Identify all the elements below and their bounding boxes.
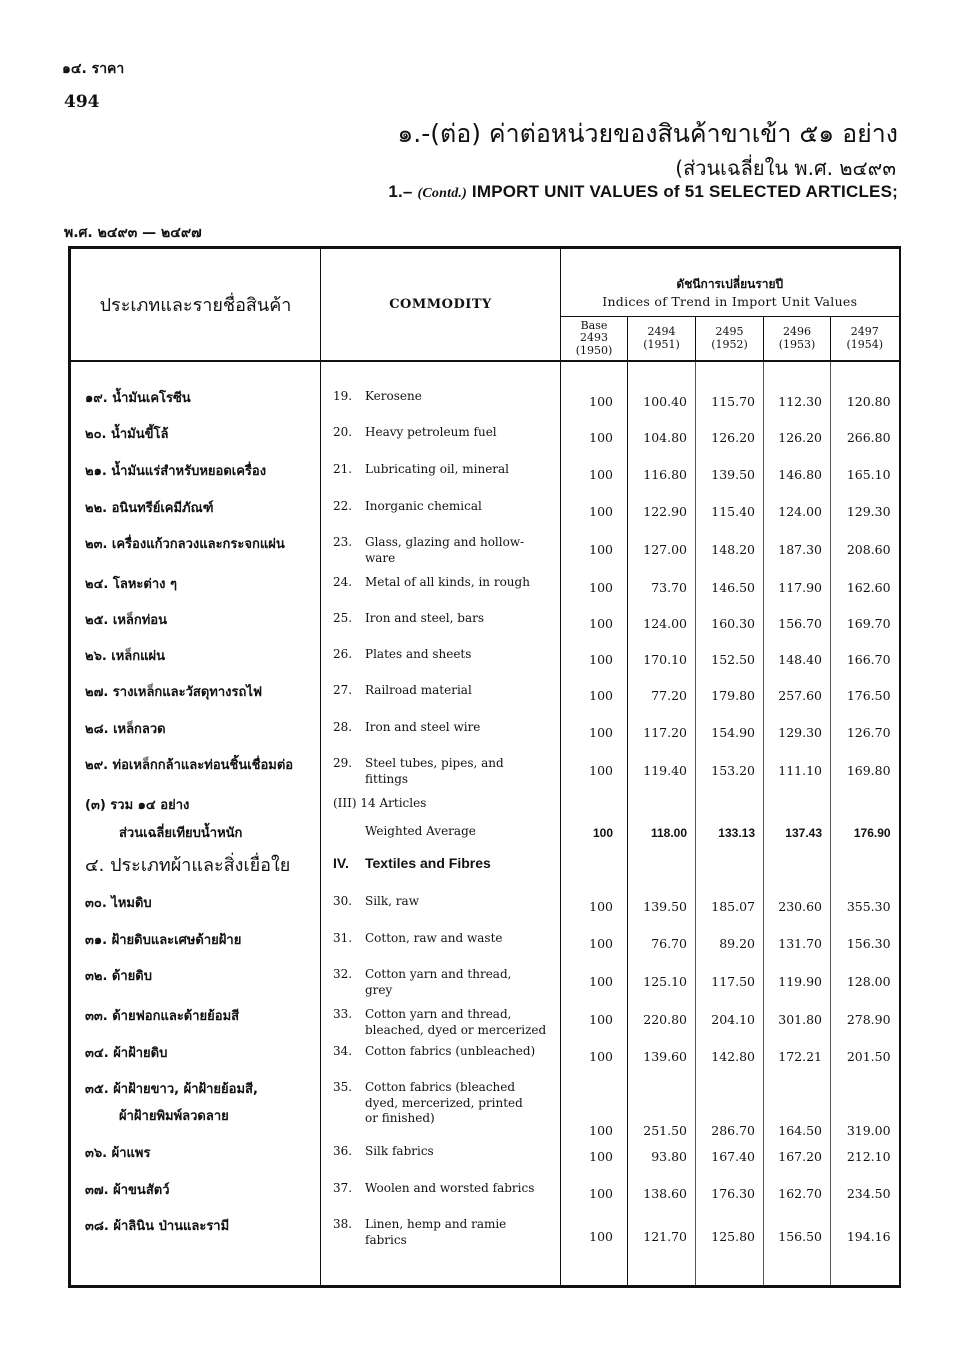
commodity-name: Heavy petroleum fuel — [365, 425, 497, 439]
index-value-cell: 176.50 — [831, 677, 900, 714]
index-value-cell: 117.90 — [764, 569, 831, 605]
spacer-cell — [321, 361, 561, 383]
section-title-thai: ๔. ประเภทผ้าและสิ่งเยื่อใย — [70, 848, 321, 888]
index-value-cell: 164.50 — [764, 1074, 831, 1138]
index-value-cell: 169.80 — [831, 750, 900, 790]
table-row — [70, 677, 900, 714]
base-value-cell: 100 — [561, 641, 628, 677]
table-row — [70, 714, 900, 750]
index-value-cell: 121.70 — [628, 1211, 696, 1261]
subtotal-commodity-cell — [321, 818, 561, 848]
import-unit-values-table — [68, 246, 901, 1288]
table-row — [70, 1138, 900, 1175]
commodity-cell — [321, 1211, 561, 1261]
thai-commodity-cell: ๑๙. น้ำมันเคโรซีน — [70, 383, 321, 419]
spacer-cell — [764, 790, 831, 818]
commodity-cell — [321, 888, 561, 925]
spacer-cell — [764, 361, 831, 383]
index-value-cell: 100.40 — [628, 383, 696, 419]
commodity-cell — [321, 529, 561, 569]
index-value-cell: 185.07 — [696, 888, 764, 925]
index-value-cell: 128.00 — [831, 961, 900, 1001]
section-header-row — [70, 848, 900, 888]
index-value-cell: 204.10 — [696, 1001, 764, 1038]
commodity-number: 20. — [333, 425, 353, 439]
base-value-cell: 100 — [561, 493, 628, 529]
year-header-base: Base — [580, 318, 608, 332]
year-header-ad: (1953) — [778, 337, 816, 351]
commodity-number: 33. — [333, 1007, 353, 1021]
index-value-cell: 129.30 — [764, 714, 831, 750]
commodity-name-cont: dyed, mercerized, printed — [365, 1095, 523, 1110]
index-value-cell: 93.80 — [628, 1138, 696, 1175]
index-value-cell: 208.60 — [831, 529, 900, 569]
thai-commodity-cell: ๓๑. ฝ้ายดิบและเศษด้ายฝ้าย — [70, 925, 321, 961]
section-name: Textiles and Fibres — [365, 855, 491, 871]
index-value-cell: 257.60 — [764, 677, 831, 714]
year-header-be: 2494 — [647, 324, 676, 338]
title-contd: (Contd.) — [417, 186, 467, 201]
index-value-cell: 139.50 — [696, 456, 764, 493]
thai-commodity-cell: ๓๓. ด้ายฟอกและด้ายย้อมสี — [70, 1001, 321, 1038]
spacer-cell — [628, 361, 696, 383]
table-row — [70, 750, 900, 790]
index-value-cell: 122.90 — [628, 493, 696, 529]
index-value-cell: 201.50 — [831, 1038, 900, 1074]
title-main: IMPORT UNIT VALUES of 51 SELECTED ARTICLES; — [471, 182, 898, 201]
index-value-cell: 118.00 — [628, 818, 696, 848]
base-value-cell: 100 — [561, 383, 628, 419]
thai-commodity-cell — [70, 1074, 321, 1138]
section-title-english — [321, 848, 561, 888]
index-value-cell: 154.90 — [696, 714, 764, 750]
index-value-cell: 355.30 — [831, 888, 900, 925]
index-value-cell: 125.80 — [696, 1211, 764, 1261]
commodity-number: 31. — [333, 931, 353, 945]
commodity-name: Silk, raw — [365, 894, 419, 908]
table-row — [70, 456, 900, 493]
table-row — [70, 1038, 900, 1074]
year-header-ad: (1951) — [643, 337, 680, 351]
table-row — [70, 605, 900, 641]
base-value-cell: 100 — [561, 1211, 628, 1261]
base-value-cell: 100 — [561, 961, 628, 1001]
commodity-name: Steel tubes, pipes, and — [365, 756, 504, 770]
spacer-cell — [764, 848, 831, 888]
commodity-cell — [321, 750, 561, 790]
index-value-cell: 148.20 — [696, 529, 764, 569]
commodity-cell — [321, 419, 561, 456]
spacer-cell — [831, 848, 900, 888]
index-value-cell: 156.30 — [831, 925, 900, 961]
index-value-cell: 104.80 — [628, 419, 696, 456]
index-value-cell: 220.80 — [628, 1001, 696, 1038]
commodity-name-cont: ware — [365, 550, 396, 565]
commodity-name: Lubricating oil, mineral — [365, 462, 510, 476]
spacer-cell — [831, 790, 900, 818]
thai-commodity-line: ๓๕. ผ้าฝ้ายขาว, ผ้าฝ้ายย้อมสี, — [85, 1082, 258, 1098]
thai-commodity-cell: ๒๗. รางเหล็กและวัสดุทางรถไฟ — [70, 677, 321, 714]
base-value-cell: 100 — [561, 677, 628, 714]
commodity-number: 22. — [333, 499, 353, 513]
commodity-name: Iron and steel wire — [365, 720, 481, 734]
table-row — [70, 383, 900, 419]
thai-commodity-cell: ๒๐. น้ำมันขี้โล้ — [70, 419, 321, 456]
index-value-cell: 153.20 — [696, 750, 764, 790]
commodity-name: Iron and steel, bars — [365, 611, 485, 625]
base-value-cell: 100 — [561, 1074, 628, 1138]
index-value-cell: 89.20 — [696, 925, 764, 961]
commodity-name-cont: fittings — [365, 771, 409, 786]
commodity-name: Kerosene — [365, 389, 422, 403]
commodity-cell — [321, 1175, 561, 1211]
year-header — [831, 317, 900, 362]
index-value-cell: 119.90 — [764, 961, 831, 1001]
spacer-cell — [561, 1261, 628, 1287]
year-header — [696, 317, 764, 362]
year-header-ad: (1952) — [711, 337, 748, 351]
index-value-cell: 126.20 — [696, 419, 764, 456]
subtotal-thai-label: ส่วนเฉลี่ยเทียบน้ำหนัก — [70, 818, 321, 848]
index-value-cell: 119.40 — [628, 750, 696, 790]
index-value-cell: 137.43 — [764, 818, 831, 848]
spacer-row — [70, 1261, 900, 1287]
index-value-cell: 73.70 — [628, 569, 696, 605]
commodity-name: Cotton yarn and thread, — [365, 967, 512, 981]
commodity-cell — [321, 641, 561, 677]
index-value-cell: 138.60 — [628, 1175, 696, 1211]
page-title-english — [388, 182, 898, 202]
commodity-name: Plates and sheets — [365, 647, 472, 661]
subtotal-name: Weighted Average — [365, 824, 476, 838]
page-subtitle-thai: (ส่วนเฉลี่ยใน พ.ศ. ๒๔๙๓ — [675, 156, 896, 180]
index-value-cell: 139.60 — [628, 1038, 696, 1074]
index-value-cell: 251.50 — [628, 1074, 696, 1138]
commodity-name-cont: fabrics — [365, 1232, 407, 1247]
thai-commodity-cell: ๒๔. โลหะต่าง ๆ — [70, 569, 321, 605]
year-header-be: 2497 — [850, 324, 879, 338]
index-value-cell: 169.70 — [831, 605, 900, 641]
spacer-cell — [321, 1261, 561, 1287]
commodity-number: 24. — [333, 575, 353, 589]
table-row — [70, 961, 900, 1001]
commodity-name: Cotton, raw and waste — [365, 931, 503, 945]
spacer-cell — [628, 790, 696, 818]
commodity-cell — [321, 383, 561, 419]
spacer-cell — [764, 1261, 831, 1287]
base-value-cell: 100 — [561, 714, 628, 750]
index-value-cell: 129.30 — [831, 493, 900, 529]
table-row — [70, 1175, 900, 1211]
commodity-name-cont: grey — [365, 982, 393, 997]
thai-commodity-cell: ๒๙. ท่อเหล็กกล้าและท่อนชิ้นเชื่อมต่อ — [70, 750, 321, 790]
spacer-cell — [696, 1261, 764, 1287]
base-value-cell: 100 — [561, 888, 628, 925]
base-value-cell: 100 — [561, 1038, 628, 1074]
commodity-number: 23. — [333, 535, 353, 549]
index-value-cell: 125.10 — [628, 961, 696, 1001]
spacer-cell — [561, 361, 628, 383]
table-row — [70, 493, 900, 529]
spacer-cell — [561, 848, 628, 888]
commodity-name: Glass, glazing and hollow- — [365, 535, 525, 549]
commodity-cell — [321, 456, 561, 493]
index-value-cell: 112.30 — [764, 383, 831, 419]
base-value-cell: 100 — [561, 456, 628, 493]
commodity-name: Railroad material — [365, 683, 472, 697]
thai-commodity-cell: ๓๖. ผ้าแพร — [70, 1138, 321, 1175]
spacer-row — [70, 361, 900, 383]
base-value-cell: 100 — [561, 925, 628, 961]
subtotal-row — [70, 818, 900, 848]
year-header — [764, 317, 831, 362]
spacer-cell — [696, 848, 764, 888]
table-row — [70, 569, 900, 605]
page-number: 494 — [64, 92, 100, 112]
thai-commodity-cell: ๒๓. เครื่องแก้วกลวงและกระจกแผ่น — [70, 529, 321, 569]
index-value-cell: 115.70 — [696, 383, 764, 419]
commodity-cell — [321, 569, 561, 605]
base-value-cell: 100 — [561, 605, 628, 641]
commodity-cell — [321, 1074, 561, 1138]
table-row — [70, 1001, 900, 1038]
index-value-cell: 124.00 — [628, 605, 696, 641]
commodity-cell — [321, 1038, 561, 1074]
index-value-cell: 179.80 — [696, 677, 764, 714]
index-value-cell: 146.80 — [764, 456, 831, 493]
column-header-commodity: COMMODITY — [321, 248, 561, 362]
base-value-cell: 100 — [561, 419, 628, 456]
commodity-number: 26. — [333, 647, 353, 661]
commodity-name: Silk fabrics — [365, 1144, 434, 1159]
index-value-cell: 162.70 — [764, 1175, 831, 1211]
commodity-number: 21. — [333, 462, 353, 476]
commodity-name: Metal of all kinds, in rough — [365, 575, 530, 589]
commodity-cell — [321, 961, 561, 1001]
index-value-cell: 170.10 — [628, 641, 696, 677]
subtotal-label-row — [70, 790, 900, 818]
commodity-number: 32. — [333, 967, 353, 981]
thai-commodity-cell: ๒๒. อนินทรีย์เคมีภัณฑ์ — [70, 493, 321, 529]
index-value-cell: 234.50 — [831, 1175, 900, 1211]
subtotal-thai-label: (๓) รวม ๑๔ อย่าง — [70, 790, 321, 818]
commodity-cell — [321, 1138, 561, 1175]
index-value-cell: 124.00 — [764, 493, 831, 529]
index-value-cell: 194.16 — [831, 1211, 900, 1261]
spacer-cell — [831, 1261, 900, 1287]
index-value-cell: 167.40 — [696, 1138, 764, 1175]
base-value-cell: 100 — [561, 1138, 628, 1175]
commodity-number: 25. — [333, 611, 353, 625]
year-header-ad: (1954) — [846, 337, 884, 351]
indices-group-header — [561, 248, 900, 317]
thai-commodity-cell: ๓๐. ไหมดิบ — [70, 888, 321, 925]
commodity-number: 37. — [333, 1181, 353, 1196]
column-header-thai: ประเภทและรายชื่อสินค้า — [70, 248, 321, 362]
commodity-number: 38. — [333, 1217, 353, 1232]
commodity-name: Woolen and worsted fabrics — [365, 1181, 535, 1196]
thai-commodity-cell: ๓๘. ผ้าลินิน ป่านและรามี — [70, 1211, 321, 1261]
spacer-cell — [70, 361, 321, 383]
commodity-cell — [321, 493, 561, 529]
thai-commodity-cell: ๒๖. เหล็กแผ่น — [70, 641, 321, 677]
thai-commodity-cell: ๒๘. เหล็กลวด — [70, 714, 321, 750]
index-value-cell: 162.60 — [831, 569, 900, 605]
period-label: พ.ศ. ๒๔๙๓ — ๒๔๙๗ — [64, 225, 202, 241]
index-value-cell: 111.10 — [764, 750, 831, 790]
year-header-be: 2495 — [715, 324, 744, 338]
thai-commodity-cell: ๓๗. ผ้าขนสัตว์ — [70, 1175, 321, 1211]
index-value-cell: 126.20 — [764, 419, 831, 456]
thai-commodity-line: ผ้าฝ้ายพิมพ์ลวดลาย — [119, 1109, 229, 1125]
base-value-cell: 100 — [561, 529, 628, 569]
commodity-cell — [321, 677, 561, 714]
spacer-cell — [696, 790, 764, 818]
table-row — [70, 1211, 900, 1261]
table-row — [70, 1074, 900, 1138]
index-value-cell: 165.10 — [831, 456, 900, 493]
index-value-cell: 156.50 — [764, 1211, 831, 1261]
base-value-cell: 100 — [561, 818, 628, 848]
year-header — [628, 317, 696, 362]
index-value-cell: 148.40 — [764, 641, 831, 677]
thai-commodity-cell: ๓๔. ผ้าฝ้ายดิบ — [70, 1038, 321, 1074]
commodity-number: 35. — [333, 1080, 353, 1095]
index-value-cell: 266.80 — [831, 419, 900, 456]
commodity-name: Cotton fabrics (bleached — [365, 1080, 516, 1095]
commodity-name-cont: bleached, dyed or mercerized — [365, 1022, 547, 1037]
commodity-name: Cotton yarn and thread, — [365, 1007, 512, 1021]
commodity-number: 29. — [333, 756, 353, 770]
index-value-cell: 176.30 — [696, 1175, 764, 1211]
index-value-cell: 156.70 — [764, 605, 831, 641]
base-value-cell: 100 — [561, 569, 628, 605]
indices-header-thai: ดัชนีการเปลี่ยนรายปี — [676, 277, 784, 292]
index-value-cell: 116.80 — [628, 456, 696, 493]
page-title-thai: ๑.-(ต่อ) ค่าต่อหน่วยของสินค้าขาเข้า ๕๑ อย่าง — [397, 119, 898, 148]
commodity-name: Cotton fabrics (unbleached) — [365, 1044, 536, 1059]
index-value-cell: 301.80 — [764, 1001, 831, 1038]
year-header — [561, 317, 628, 362]
commodity-cell — [321, 1001, 561, 1038]
thai-commodity-cell: ๒๕. เหล็กท่อน — [70, 605, 321, 641]
spacer-cell — [696, 361, 764, 383]
commodity-cell — [321, 605, 561, 641]
spacer-cell — [628, 1261, 696, 1287]
table-row — [70, 888, 900, 925]
index-value-cell: 126.70 — [831, 714, 900, 750]
section-number: IV. — [333, 855, 349, 871]
base-value-cell: 100 — [561, 750, 628, 790]
section-tag: ๑๔. ราคา — [62, 61, 125, 77]
index-value-cell: 212.10 — [831, 1138, 900, 1175]
base-value-cell: 100 — [561, 1175, 628, 1211]
index-value-cell: 152.50 — [696, 641, 764, 677]
subtotal-commodity-cell: (III) 14 Articles — [321, 790, 561, 818]
index-value-cell: 176.90 — [831, 818, 900, 848]
title-prefix: 1.– — [388, 182, 413, 201]
table-row — [70, 925, 900, 961]
thai-commodity-cell: ๒๑. น้ำมันแร่สำหรับหยอดเครื่อง — [70, 456, 321, 493]
table-row — [70, 529, 900, 569]
commodity-name: Inorganic chemical — [365, 499, 482, 513]
commodity-name: Linen, hemp and ramie — [365, 1217, 507, 1232]
index-value-cell: 172.21 — [764, 1038, 831, 1074]
index-value-cell: 187.30 — [764, 529, 831, 569]
index-value-cell: 167.20 — [764, 1138, 831, 1175]
index-value-cell: 133.13 — [696, 818, 764, 848]
commodity-cell — [321, 925, 561, 961]
commodity-name-cont: or finished) — [365, 1111, 435, 1126]
commodity-number: 30. — [333, 894, 353, 908]
index-value-cell: 76.70 — [628, 925, 696, 961]
index-value-cell: 166.70 — [831, 641, 900, 677]
index-value-cell: 120.80 — [831, 383, 900, 419]
year-header-be: 2493 — [580, 331, 608, 345]
index-value-cell: 286.70 — [696, 1074, 764, 1138]
index-value-cell: 127.00 — [628, 529, 696, 569]
spacer-cell — [831, 361, 900, 383]
index-value-cell: 160.30 — [696, 605, 764, 641]
index-value-cell: 230.60 — [764, 888, 831, 925]
commodity-number: 19. — [333, 389, 353, 403]
index-value-cell: 146.50 — [696, 569, 764, 605]
year-header-ad: (1950) — [575, 343, 613, 357]
commodity-number: 36. — [333, 1144, 353, 1159]
index-value-cell: 115.40 — [696, 493, 764, 529]
index-value-cell: 278.90 — [831, 1001, 900, 1038]
index-value-cell: 142.80 — [696, 1038, 764, 1074]
commodity-number: 34. — [333, 1044, 353, 1059]
commodity-cell — [321, 714, 561, 750]
index-value-cell: 319.00 — [831, 1074, 900, 1138]
index-value-cell: 77.20 — [628, 677, 696, 714]
year-header-be: 2496 — [783, 324, 811, 338]
commodity-number: 28. — [333, 720, 353, 734]
table-row — [70, 641, 900, 677]
index-value-cell: 117.20 — [628, 714, 696, 750]
table-row — [70, 419, 900, 456]
index-value-cell: 139.50 — [628, 888, 696, 925]
spacer-cell — [70, 1261, 321, 1287]
index-value-cell: 117.50 — [696, 961, 764, 1001]
spacer-cell — [628, 848, 696, 888]
base-value-cell: 100 — [561, 1001, 628, 1038]
indices-header-english: Indices of Trend in Import Unit Values — [602, 294, 858, 310]
spacer-cell — [561, 790, 628, 818]
index-value-cell: 131.70 — [764, 925, 831, 961]
commodity-number: 27. — [333, 683, 353, 697]
thai-commodity-cell: ๓๒. ด้ายดิบ — [70, 961, 321, 1001]
